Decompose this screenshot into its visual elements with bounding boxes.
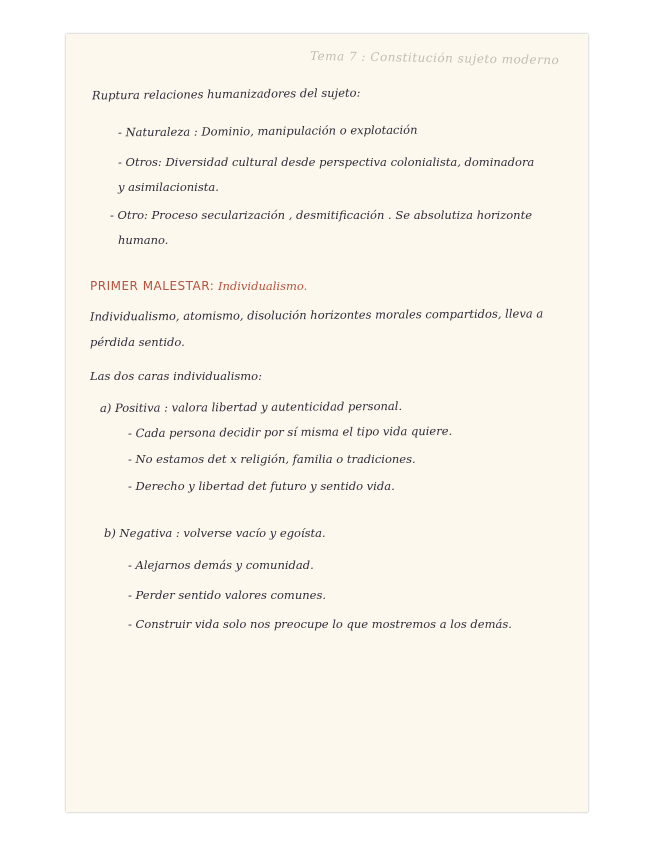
negative-heading: b) Negativa : volverse vacío y egoísta. <box>104 526 326 540</box>
negative-item: - Perder sentido valores comunes. <box>128 588 326 602</box>
section-title-caps: PRIMER MALESTAR: <box>90 279 215 293</box>
intro-item-nature: - Naturaleza : Dominio, manipulación o explotación <box>117 122 418 140</box>
faded-header-text: Tema 7 : Constitución sujeto moderno <box>309 48 560 68</box>
notebook-page <box>66 34 588 812</box>
intro-item-other-cont: humano. <box>118 233 169 247</box>
intro-item-other: - Otro: Proceso secularización , desmitificación . Se absolutiza horizonte <box>110 208 533 222</box>
section-paragraph-line-1: Individualismo, atomismo, disolución horizontes morales compartidos, lleva a <box>89 306 544 324</box>
intro-item-others: - Otros: Diversidad cultural desde perspectiva colonialista, dominadora <box>118 155 535 169</box>
negative-item: - Construir vida solo nos preocupe lo que mostremos a los demás. <box>128 617 512 631</box>
intro-heading: Ruptura relaciones humanizadores del sujeto: <box>91 85 361 103</box>
section-title <box>90 280 307 293</box>
positive-item: - Cada persona decidir por sí misma el tipo vida quiere. <box>127 423 453 441</box>
intro-item-others-cont: y asimilacionista. <box>118 180 219 194</box>
section-title-cursive: Individualismo. <box>217 279 308 293</box>
negative-item: - Alejarnos demás y comunidad. <box>128 558 314 572</box>
positive-heading: a) Positiva : valora libertad y autenticidad personal. <box>99 398 403 416</box>
positive-item: - Derecho y libertad det futuro y sentido vida. <box>128 479 395 493</box>
two-faces-label: Las dos caras individualismo: <box>90 369 262 383</box>
section-paragraph-line-2: pérdida sentido. <box>90 335 185 349</box>
positive-item: - No estamos det x religión, familia o tradiciones. <box>128 452 416 466</box>
